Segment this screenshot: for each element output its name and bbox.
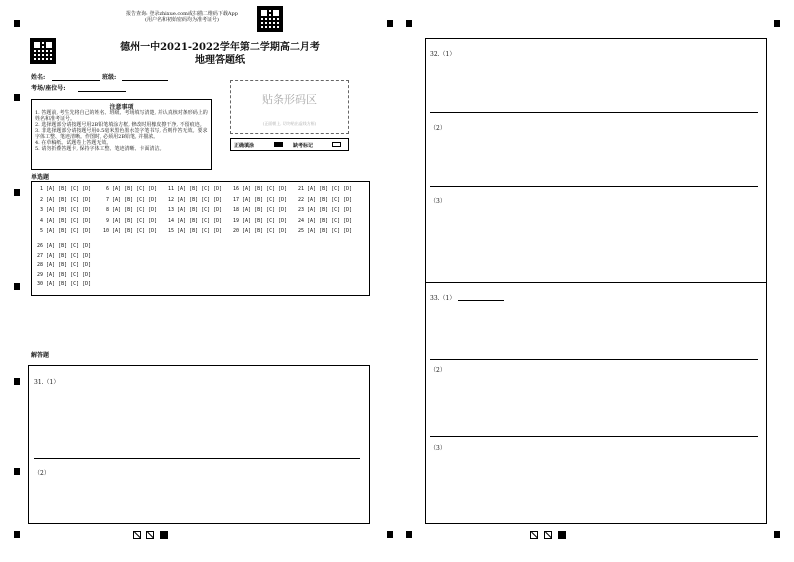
choice-row[interactable]: 23 [A] [B] [C] [D] <box>298 207 353 213</box>
notice-title: 注意事项 <box>109 104 134 111</box>
choice-row[interactable]: 26 [A] [B] [C] [D] <box>37 243 92 249</box>
choice-row[interactable]: 8 [A] [B] [C] [D] <box>103 207 158 213</box>
fill-legend-box <box>230 138 349 151</box>
q33-sub3-label: （3） <box>430 445 446 452</box>
single-choice-label: 单选题 <box>31 174 50 181</box>
absent-mark-label: 缺考标记 <box>293 143 314 149</box>
q33-answer-box[interactable] <box>425 282 767 524</box>
choice-row[interactable]: 10 [A] [B] [C] [D] <box>103 228 158 234</box>
notice-box <box>31 99 212 170</box>
q32-answer-box[interactable] <box>425 38 767 283</box>
choice-row[interactable]: 6 [A] [B] [C] [D] <box>103 186 158 192</box>
q31-sub2-label: （2） <box>34 470 50 477</box>
page-subtitle: 地理答题纸 <box>195 55 245 66</box>
q31-divider <box>34 458 360 459</box>
choice-row[interactable]: 1 [A] [B] [C] [D] <box>37 186 92 192</box>
choice-row[interactable]: 17 [A] [B] [C] [D] <box>233 196 288 203</box>
q32-divider-1 <box>430 112 758 113</box>
page-title: 德州一中2021-2022学年第二学期高二月考 <box>120 42 320 53</box>
class-field[interactable] <box>122 80 168 81</box>
choice-row[interactable]: 30 [A] [B] [C] [D] <box>37 281 92 288</box>
q31-label: 31.（1） <box>34 379 60 386</box>
choice-row[interactable]: 2 [A] [B] [C] [D] <box>37 196 92 203</box>
q33-label: 33.（1） <box>430 295 456 302</box>
correct-fill-label: 正确填涂 <box>234 143 255 149</box>
timing-mark <box>774 531 780 538</box>
page-code-slash-icon <box>530 531 538 539</box>
timing-mark <box>14 531 20 538</box>
q32-sub3-label: （3） <box>430 198 446 205</box>
choice-row[interactable]: 14 [A] [B] [C] [D] <box>168 217 223 224</box>
notice-body <box>35 110 209 152</box>
choice-row[interactable]: 3 [A] [B] [C] [D] <box>37 207 92 213</box>
timing-mark <box>14 94 20 101</box>
choice-row[interactable]: 13 [A] [B] [C] [D] <box>168 207 223 213</box>
notice-line: 3. 非选择题部分请按题号用0.5毫米黑色墨水签字笔书写, 否则作答无效。要求字体工整、笔迹清晰。作图时, 必须用2B铅笔, 并描浓。 <box>35 128 208 140</box>
page-code-filled-icon <box>558 531 566 539</box>
choice-row[interactable]: 12 [A] [B] [C] [D] <box>168 196 223 203</box>
choice-row[interactable]: 28 [A] [B] [C] [D] <box>37 262 92 269</box>
choice-row[interactable]: 21 [A] [B] [C] [D] <box>298 186 353 192</box>
student-qr-code-icon <box>30 38 56 64</box>
timing-mark <box>14 20 20 27</box>
choice-row[interactable]: 11 [A] [B] [C] [D] <box>168 186 223 192</box>
q33-sub2-label: （2） <box>430 367 446 374</box>
timing-mark <box>14 468 20 475</box>
page-code-slash-icon <box>133 531 141 539</box>
choice-row[interactable]: 9 [A] [B] [C] [D] <box>103 217 158 224</box>
scan-note-line-1: 报告查询: 登录zhixue.com或扫描二维码下载App <box>126 11 238 17</box>
timing-mark <box>774 20 780 27</box>
q33-sub1-blank[interactable] <box>458 300 504 301</box>
app-qr-code-icon <box>257 6 283 32</box>
barcode-area <box>230 80 349 134</box>
room-seat-label: 考场/座位号: <box>31 85 66 92</box>
barcode-hint: (正面朝上, 切勿贴出虚线方框) <box>262 121 317 126</box>
correct-fill-sample <box>274 142 283 147</box>
timing-mark <box>14 189 20 196</box>
timing-mark <box>14 283 20 290</box>
q32-label: 32.（1） <box>430 51 456 58</box>
q31-answer-box[interactable] <box>28 365 370 524</box>
room-seat-field[interactable] <box>78 91 126 92</box>
choice-row[interactable]: 27 [A] [B] [C] [D] <box>37 252 92 259</box>
choice-row[interactable]: 24 [A] [B] [C] [D] <box>298 217 353 224</box>
choice-row[interactable]: 15 [A] [B] [C] [D] <box>168 228 223 234</box>
choice-row[interactable]: 25 [A] [B] [C] [D] <box>298 228 353 234</box>
notice-line: 2. 选择题部分请按题号用2B铅笔填涂方框, 修改时用橡皮擦干净, 不留痕迹。 <box>35 122 205 128</box>
q33-divider-2 <box>430 436 758 437</box>
choice-row[interactable]: 29 [A] [B] [C] [D] <box>37 271 92 278</box>
choice-row[interactable]: 22 [A] [B] [C] [D] <box>298 196 353 203</box>
choice-row[interactable]: 19 [A] [B] [C] [D] <box>233 217 288 224</box>
timing-mark <box>387 531 393 538</box>
page-code-filled-icon <box>160 531 168 539</box>
choice-row[interactable]: 20 [A] [B] [C] [D] <box>233 228 288 234</box>
page-code-slash-icon <box>544 531 552 539</box>
name-label: 姓名: <box>31 74 46 81</box>
choice-row[interactable]: 7 [A] [B] [C] [D] <box>103 196 158 203</box>
notice-line: 1. 答题前, 考生先将自己的姓名、班级、考场填写清楚, 并认真核对条形码上的姓名和准考证号。 <box>35 110 208 122</box>
q32-divider-2 <box>430 186 758 187</box>
scan-note-line-2: (用户名和初始密码均为准考证号) <box>145 17 219 23</box>
page-code-slash-icon <box>146 531 154 539</box>
q32-sub2-label: （2） <box>430 125 446 132</box>
scan-note <box>112 11 252 23</box>
barcode-title: 贴条形码区 <box>262 93 317 106</box>
choice-row[interactable]: 16 [A] [B] [C] [D] <box>233 186 288 192</box>
class-label: 班级: <box>102 74 117 81</box>
absent-mark-box[interactable] <box>332 142 341 147</box>
name-field[interactable] <box>52 80 100 81</box>
timing-mark <box>406 531 412 538</box>
choice-row[interactable]: 18 [A] [B] [C] [D] <box>233 207 288 213</box>
notice-line: 4. 在草稿纸、试题卷上答题无效。 <box>35 140 112 146</box>
timing-mark <box>406 20 412 27</box>
timing-mark <box>387 20 393 27</box>
choice-row[interactable]: 4 [A] [B] [C] [D] <box>37 217 92 224</box>
answer-section-label: 解答题 <box>31 352 50 359</box>
timing-mark <box>14 378 20 385</box>
q33-divider-1 <box>430 359 758 360</box>
choice-row[interactable]: 5 [A] [B] [C] [D] <box>37 228 92 234</box>
notice-line: 5. 请勿折叠答题卡, 保持字体工整、笔迹清晰、卡面清洁。 <box>35 146 165 152</box>
